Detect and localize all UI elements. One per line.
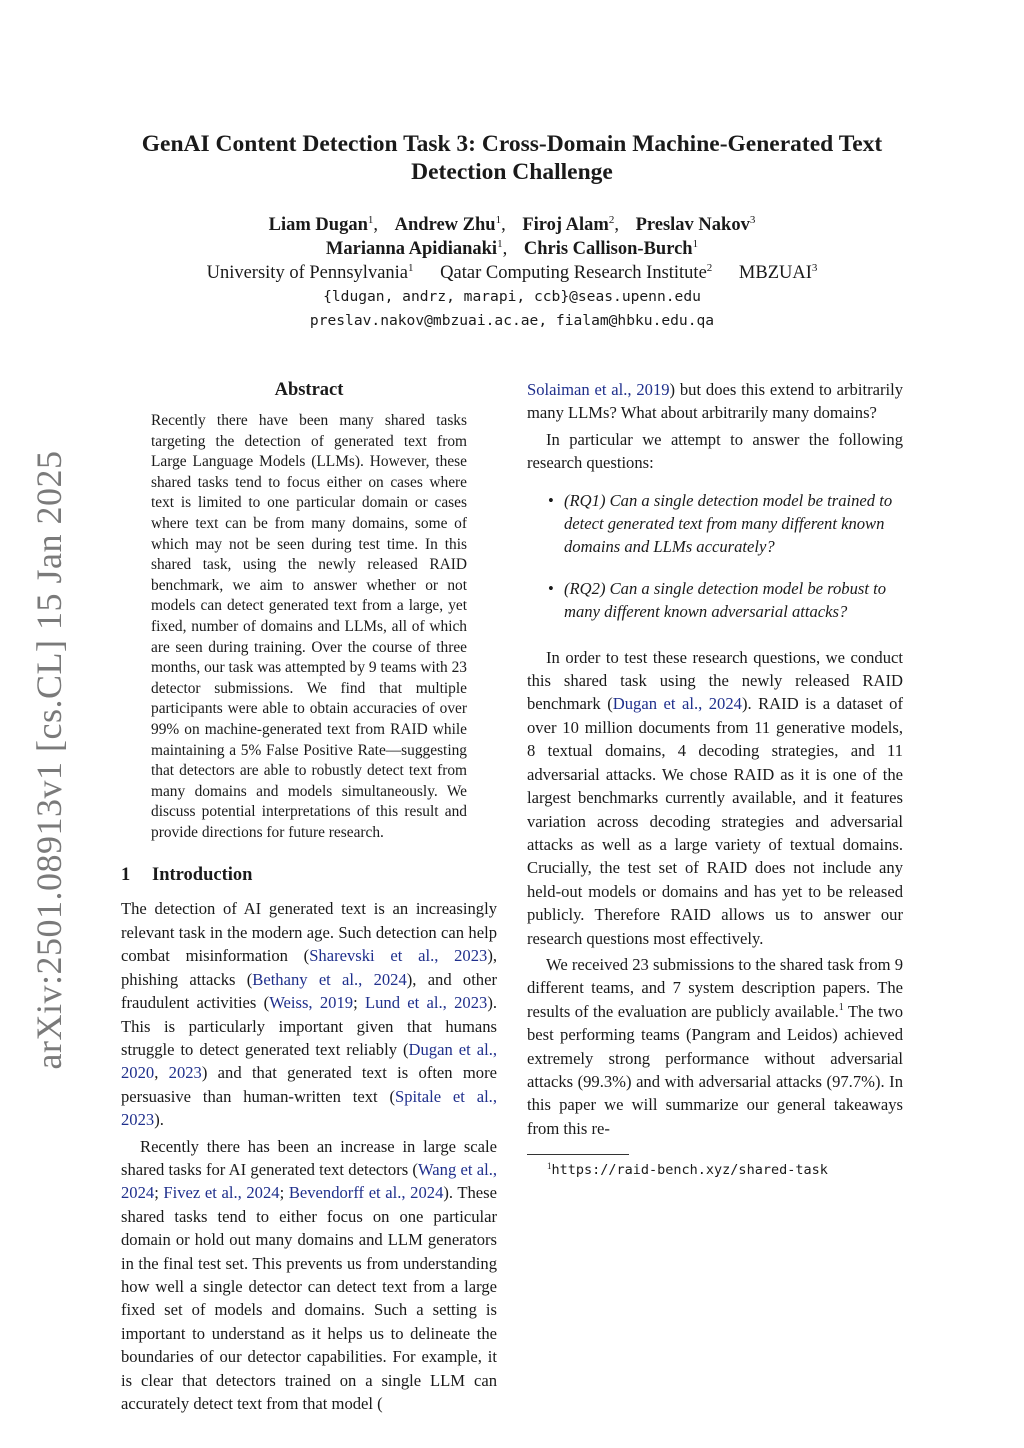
footnote xyxy=(527,1161,903,1179)
affiliation-mark: 1 xyxy=(408,262,414,274)
author-line-1: Liam Dugan$^1$, Andrew Zhu$^1$, Firoj Alam$^2$, Preslav Nakov$^3$ xyxy=(268,214,756,235)
text-span: ). xyxy=(154,1110,164,1130)
text-span: ). These shared tasks tend to either focus on one particular domain or hold out many domains and LLM generators in the final test set. This prevents us from understanding how well a single detector can detect text from a large fixed set of models and domains. Such a setting is important to understand as it helps us to delineate the boundaries of our detector capabilities. For example, it is clear that detectors trained on a single LLM can accurately detect text from that model ( xyxy=(121,1183,497,1413)
email-line-1: {ldugan, andrz, marapi, ccb}@seas.upenn.edu xyxy=(323,288,701,305)
text-span: ; xyxy=(279,1183,289,1203)
author-affiliation-mark: 2 xyxy=(608,214,615,226)
affiliation-name: Qatar Computing Research Institute xyxy=(440,263,707,283)
intro-paragraph-2-continued xyxy=(527,378,903,425)
author-line-2: Marianna Apidianaki$^1$, Chris Callison-Burch$^1$ xyxy=(325,238,699,259)
author-name: Andrew Zhu xyxy=(394,215,496,235)
right-column xyxy=(527,378,903,1179)
author-name: Marianna Apidianaki xyxy=(325,239,498,259)
author-name: Firoj Alam xyxy=(522,215,609,235)
affiliation-line xyxy=(100,261,924,285)
author-affiliation-mark: 3 xyxy=(749,214,756,226)
text-span: The two best performing teams (Pangram and Leidos) achieved extremely strong performance without adversarial attacks (99.3%) and with adversarial attacks (97.7%). In this paper we will summarize our general takeaways from this re- xyxy=(527,1001,903,1138)
citation-link[interactable]: Dugan et al., 2024 xyxy=(612,694,742,714)
abstract-text: Recently there have been many shared tasks targeting the detection of generated text from Large Language Models (LLMs). However, these shared tasks tend to focus either on cases where text is limited to one particular domain or cases where text can be from many domains, some of which may not be seen during test time. In this shared task, using the newly released RAID benchmark, we aim to answer whether or not models can detect generated text from a large, yet fixed, number of domains and LLMs, all of which are seen during training. Over the course of three months, our task was attempted by 9 teams with 23 detector submissions. We find that multiple participants were able to obtain accuracies of over 99% on machine-generated text from RAID while maintaining a 5% False Positive Rate—suggesting that detectors are able to robustly detect text from many domains and models simultaneously. We discuss potential interpretations of this result and provide directions for future research. xyxy=(151,412,467,841)
author-affiliation-mark: 1 xyxy=(495,214,502,226)
text-span: , xyxy=(154,1063,169,1083)
footnote-mark[interactable]: 1 xyxy=(838,1001,844,1013)
author-name: Preslav Nakov xyxy=(635,215,750,235)
affiliation-name: MBZUAI xyxy=(738,263,812,283)
left-column xyxy=(121,378,497,1415)
text-span: ). This is particularly important given that humans struggle to detect generated text reliably ( xyxy=(121,993,497,1059)
paper-title xyxy=(100,130,924,186)
intro-paragraph-1 xyxy=(121,897,497,1131)
affiliation-mark: 2 xyxy=(706,262,713,274)
research-questions-list xyxy=(527,489,903,624)
citation-link[interactable]: Sharevski et al., 2023 xyxy=(309,946,488,966)
affiliation-name: University of Pennsylvania xyxy=(206,263,409,283)
title-line-2: Detection Challenge xyxy=(411,159,613,185)
citation-link[interactable]: Wang et al., 2024 xyxy=(121,1159,498,1203)
text-span: We received 23 submissions to the shared task from 9 different teams, and 7 system description papers. The results of the evaluation are publicly available. xyxy=(527,954,903,1021)
intro-paragraph-3: In particular we attempt to answer the following research questions: xyxy=(527,429,903,473)
citation-link[interactable]: Fivez et al., 2024 xyxy=(163,1183,280,1203)
text-span: The detection of AI generated text is an increasingly relevant task in the modern age. Such detection can help combat misinformation ( xyxy=(121,899,497,966)
author-name: Liam Dugan xyxy=(268,215,368,235)
intro-paragraph-5 xyxy=(527,953,903,1140)
bullet-icon: • xyxy=(548,490,554,510)
research-question-text: (RQ2) Can a single detection model be robust to many different known adversarial attacks? xyxy=(564,578,886,622)
citation-link[interactable]: 2023 xyxy=(168,1063,202,1083)
section-number: 1 xyxy=(121,865,131,886)
footnote-number: 1 xyxy=(547,1161,552,1172)
text-span: ) but does this extend to arbitrarily many LLMs? What about arbitrarily many domains? xyxy=(527,380,903,423)
section-title: Introduction xyxy=(152,865,253,886)
affiliation-mark: 3 xyxy=(811,262,818,274)
bullet-icon: • xyxy=(548,578,554,598)
citation-link[interactable]: Bethany et al., 2024 xyxy=(252,969,407,989)
abstract-heading: Abstract xyxy=(274,380,344,400)
intro-paragraph-4 xyxy=(527,646,903,950)
text-span: ). RAID is a dataset of over 10 million documents from 11 generative models, 8 textual domains, 4 decoding strategies, and 11 adversarial attacks. We chose RAID as it is one of the largest benchmarks currently available, and it features variation across decoding strategies and adversarial attacks as well as a large variety of textual domains. Crucially, the test set of RAID does not include any held-out models or domains and has yet to be released publicly. Therefore RAID allows us to answer our research questions most effectively. xyxy=(527,694,904,948)
citation-link[interactable]: Solaiman et al., 2019 xyxy=(527,380,670,399)
email-line-2: preslav.nakov@mbzuai.ac.ae, fialam@hbku.edu.qa xyxy=(309,312,715,329)
text-span: In order to test these research questions, we conduct this shared task using the newly released RAID benchmark ( xyxy=(527,647,903,714)
author-affiliation-mark: 1 xyxy=(497,238,503,250)
author-affiliation-mark: 1 xyxy=(692,238,699,250)
text-span: ) and that generated text is often more persuasive than human-written text ( xyxy=(121,1063,497,1106)
arxiv-stamp xyxy=(14,450,84,1070)
citation-link[interactable]: Weiss, 2019 xyxy=(269,993,354,1013)
research-question-item xyxy=(527,489,903,559)
citation-link[interactable]: Bevendorff et al., 2024 xyxy=(288,1183,444,1203)
intro-paragraph-2 xyxy=(121,1135,497,1416)
arxiv-identifier: arXiv:2501.08913v1 [cs.CL] 15 Jan 2025 xyxy=(29,450,69,1070)
text-span: ; xyxy=(353,993,365,1013)
footnote-url-link[interactable]: https://raid-bench.xyz/shared-task xyxy=(551,1162,828,1179)
author-name: Chris Callison-Burch xyxy=(523,239,693,259)
text-span: ), and other fraudulent activities ( xyxy=(121,969,497,1013)
text-span: Recently there has been an increase in large scale shared tasks for AI generated text detectors ( xyxy=(121,1136,497,1179)
citation-link[interactable]: Spitale et al., 2023 xyxy=(121,1086,497,1130)
text-span: ; xyxy=(154,1183,164,1203)
footnote-rule xyxy=(527,1154,629,1155)
title-line-1: GenAI Content Detection Task 3: Cross-Domain Machine-Generated Text xyxy=(141,131,883,157)
author-affiliation-mark: 1 xyxy=(367,214,374,226)
author-block xyxy=(100,213,924,333)
text-span: ), phishing attacks ( xyxy=(121,946,497,989)
research-question-item xyxy=(527,577,903,624)
citation-link[interactable]: Lund et al., 2023 xyxy=(364,993,488,1013)
research-question-text: (RQ1) Can a single detection model be trained to detect generated text from many different known domains and LLMs accurately? xyxy=(564,490,893,557)
section-heading-introduction xyxy=(121,863,497,887)
citation-link[interactable]: Dugan et al., 2020 xyxy=(121,1039,497,1083)
